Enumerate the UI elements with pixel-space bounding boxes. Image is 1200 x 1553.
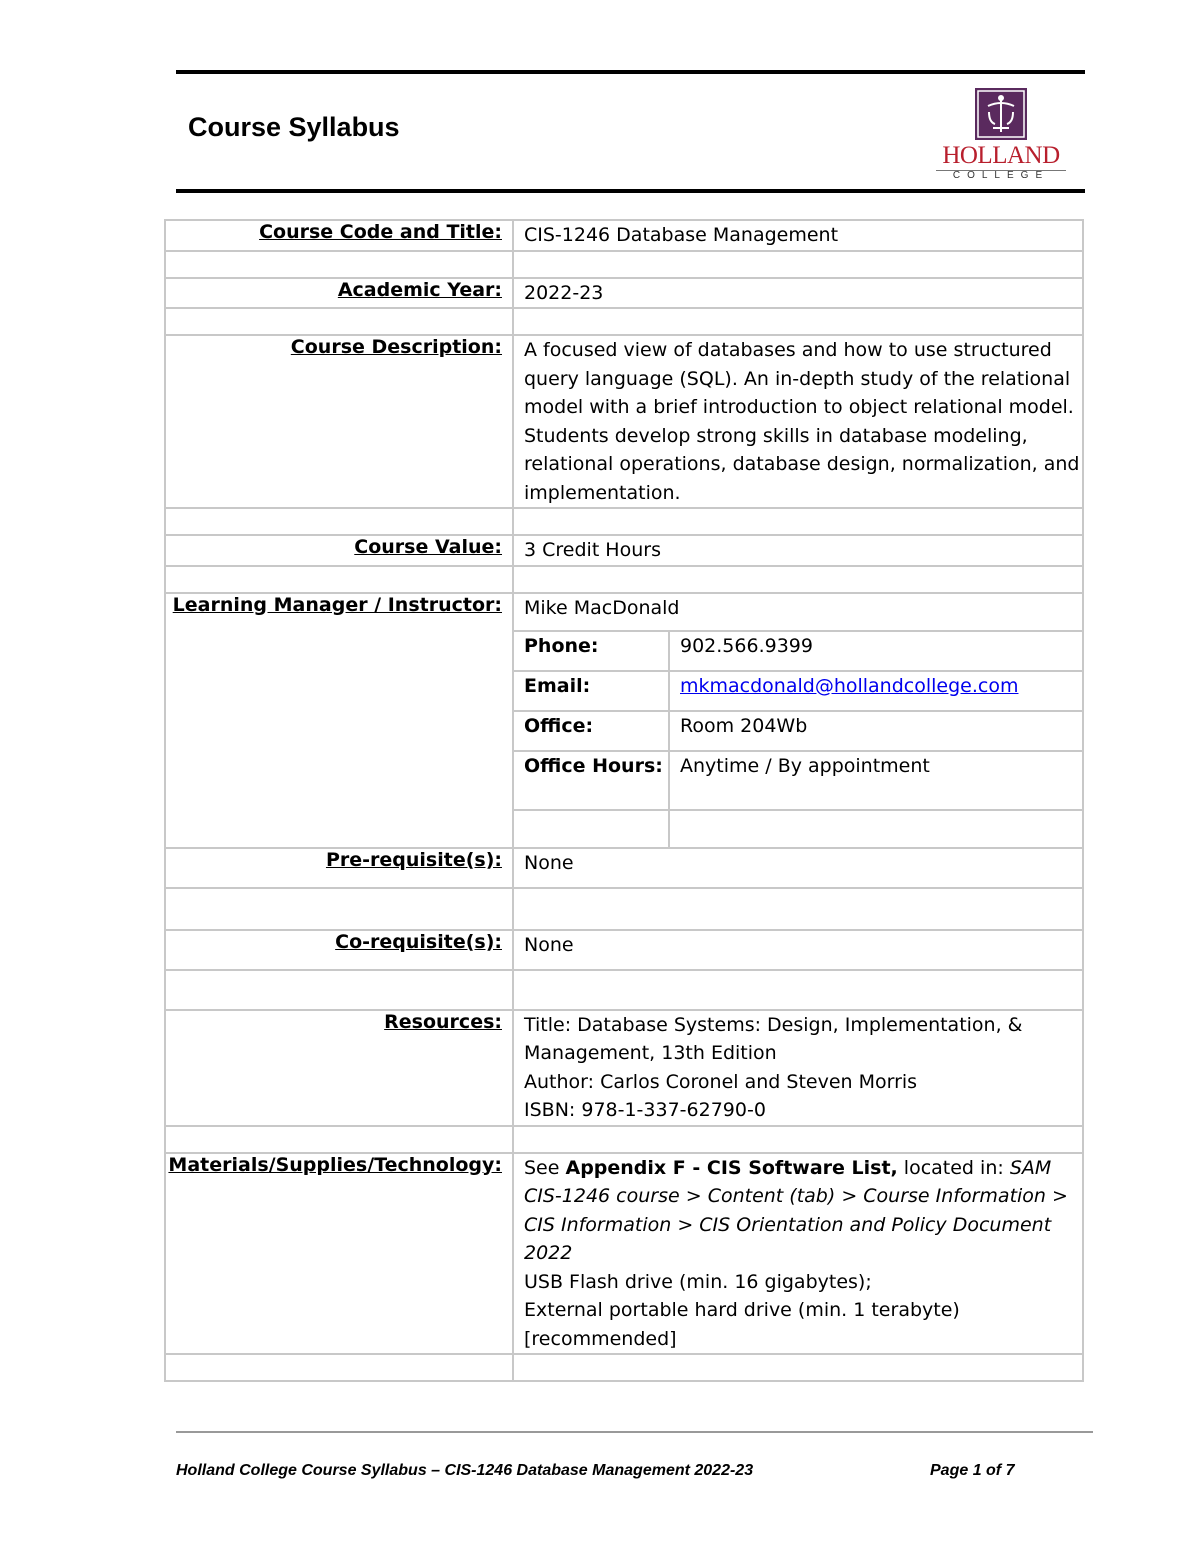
materials-appendix: Appendix F - CIS Software List, — [565, 1156, 898, 1179]
resources-value — [513, 1010, 1083, 1126]
table-row — [165, 335, 1083, 508]
table-row — [165, 1010, 1083, 1126]
contact-empty-cell — [514, 810, 669, 847]
crest-icon — [975, 88, 1027, 140]
coreq-label-cell — [165, 930, 513, 970]
academic-year-value: 2022-23 — [513, 278, 1083, 309]
contact-row — [514, 632, 1082, 671]
contact-row — [514, 810, 1082, 847]
materials-label: Materials/Supplies/Technology: — [168, 1153, 502, 1176]
email-label: Email: — [514, 671, 669, 711]
table-row — [165, 220, 1083, 251]
instructor-label-cell — [165, 593, 513, 848]
footer-rule — [176, 1431, 1093, 1433]
resources-isbn: ISBN: 978-1-337-62790-0 — [524, 1099, 766, 1121]
contact-empty-cell — [669, 810, 1082, 847]
materials-see: See — [524, 1156, 566, 1179]
email-link[interactable]: mkmacdonald@hollandcollege.com — [680, 674, 1019, 697]
logo-wordmark: HOLLAND — [942, 142, 1060, 169]
materials-usb: USB Flash drive (min. 16 gigabytes); — [524, 1270, 872, 1293]
spacer-row — [165, 508, 1083, 535]
phone-value: 902.566.9399 — [669, 632, 1082, 671]
office-hours-label: Office Hours: — [514, 751, 669, 810]
course-value-label: Course Value: — [354, 536, 502, 558]
course-value-label-cell — [165, 535, 513, 566]
spacer-row — [165, 251, 1083, 278]
table-row — [165, 593, 1083, 631]
course-code-label: Course Code and Title: — [259, 221, 502, 243]
contact-row — [514, 711, 1082, 751]
prereq-value: None — [513, 848, 1083, 888]
spacer-row — [165, 888, 1083, 930]
syllabus-table — [164, 219, 1084, 1382]
instructor-label: Learning Manager / Instructor: — [172, 593, 502, 616]
academic-year-label: Academic Year: — [337, 278, 502, 301]
resources-label: Resources: — [384, 1010, 502, 1033]
table-row — [165, 1153, 1083, 1355]
course-value: 3 Credit Hours — [513, 535, 1083, 566]
contact-row — [514, 751, 1082, 810]
course-code-value: CIS-1246 Database Management — [513, 220, 1083, 251]
prereq-label-cell — [165, 848, 513, 888]
office-value: Room 204Wb — [669, 711, 1082, 751]
coreq-value: None — [513, 930, 1083, 970]
phone-label: Phone: — [514, 632, 669, 671]
spacer-row — [165, 566, 1083, 593]
instructor-name: Mike MacDonald — [513, 593, 1083, 631]
contact-table — [514, 632, 1082, 847]
materials-value — [513, 1153, 1083, 1355]
holland-college-logo — [930, 88, 1070, 184]
office-hours-value: Anytime / By appointment — [669, 751, 1082, 810]
description-label: Course Description: — [290, 336, 502, 358]
table-row — [165, 535, 1083, 566]
page-title: Course Syllabus — [188, 112, 400, 142]
resources-author: Author: Carlos Coronel and Steven Morris — [524, 1070, 918, 1093]
resources-label-cell — [165, 1010, 513, 1126]
page-number: Page 1 of 7 — [930, 1462, 1015, 1479]
materials-label-cell — [165, 1153, 513, 1355]
logo-subtitle: COLLEGE — [952, 170, 1050, 181]
course-code-label-cell — [165, 220, 513, 251]
academic-year-label-cell — [165, 278, 513, 309]
spacer-row — [165, 1126, 1083, 1153]
course-description: A focused view of databases and how to use structured query language (SQL). An in-depth study of the relational model with a brief introduction to object relational model. Students develop strong skills in database modeling, relational operations, database design, normalization, and implementation. — [513, 335, 1083, 508]
table-row — [165, 848, 1083, 888]
footer-title: Holland College Course Syllabus – CIS-1246 Database Management 2022-23 — [176, 1462, 754, 1479]
header-rule-top — [176, 70, 1085, 74]
contact-row — [514, 671, 1082, 711]
header-rule-bottom — [176, 189, 1085, 193]
office-label: Office: — [514, 711, 669, 751]
materials-path: SAM CIS-1246 course > Content (tab) > Course Information > CIS Information > CIS Orientation and Policy Document 2022 — [524, 1156, 1068, 1264]
materials-appendix-line — [524, 1154, 1082, 1268]
materials-hdd: External portable hard drive (min. 1 terabyte) [recommended] — [524, 1299, 960, 1350]
spacer-row — [165, 970, 1083, 1010]
materials-located: located in: — [897, 1156, 1010, 1179]
email-cell — [669, 671, 1082, 711]
coreq-label: Co-requisite(s): — [335, 930, 502, 953]
prereq-label: Pre-requisite(s): — [325, 848, 502, 871]
description-label-cell — [165, 335, 513, 508]
contact-cell — [513, 631, 1083, 848]
spacer-row — [165, 308, 1083, 335]
table-row — [165, 930, 1083, 970]
table-row — [165, 278, 1083, 309]
spacer-row — [165, 1354, 1083, 1381]
resources-title: Title: Database Systems: Design, Implementation, & Management, 13th Edition — [524, 1013, 1023, 1064]
